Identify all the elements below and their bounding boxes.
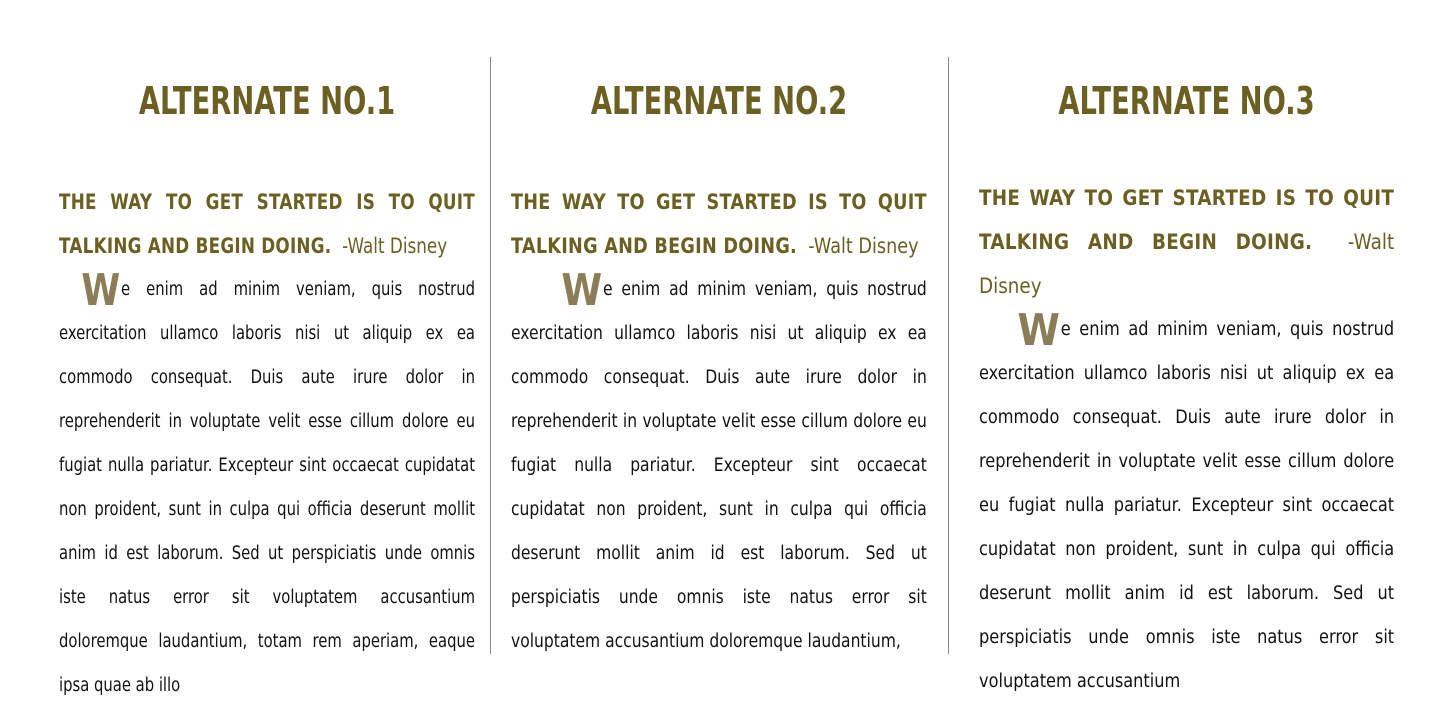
column-alternate-2 [511, 0, 927, 654]
column-divider-1 [490, 57, 491, 654]
column-title: ALTERNATE NO.1 [138, 79, 396, 123]
body-paragraph [511, 265, 927, 664]
column-title: ALTERNATE NO.3 [1058, 79, 1315, 123]
drop-cap: W [561, 265, 603, 316]
body-paragraph [59, 265, 475, 708]
quote-author: -Walt Disney [342, 234, 448, 258]
column-body [979, 176, 1394, 704]
drop-cap: W [81, 265, 121, 316]
column-alternate-3 [979, 0, 1395, 692]
quote-text: THE WAY TO GET STARTED IS TO QUIT TALKING AND BEGIN DOING. [511, 190, 927, 258]
quote-author: -Walt Disney [979, 230, 1395, 298]
quote [979, 176, 1394, 308]
column-body [511, 180, 927, 664]
body-paragraph [979, 305, 1395, 704]
column-divider-2 [948, 57, 949, 654]
body-text: e enim ad minim veniam, quis nostrud exercitation ullamco laboris nisi ut aliquip ex ea commodo consequat. Duis aute irure dolor in reprehenderit in voluptate velit esse cillum dolore eu fugiat nulla pariatur. Excepteur sint occaecat cupidatat non proident, sunt in culpa qui officia deserunt mollit anim id est laborum. Sed ut perspiciatis unde omnis iste natus error sit voluptatem accusantium doloremque laudantium, totam rem aperiam, eaque ipsa quae ab illo [59, 279, 475, 696]
quote [59, 180, 475, 268]
drop-cap: W [1017, 305, 1060, 356]
body-text: e enim ad minim veniam, quis nostrud exercitation ullamco laboris nisi ut aliquip ex ea commodo consequat. Duis aute irure dolor in reprehenderit in voluptate velit esse cillum dolore eu fugiat nulla pariatur. Excepteur sint occaecat cupidatat non proident, sunt in culpa qui officia deserunt mollit anim id est laborum. Sed ut perspiciatis unde omnis iste natus error sit voluptatem accusantium doloremque laudantium, [511, 279, 927, 652]
body-text: e enim ad minim veniam, quis nostrud exercitation ullamco laboris nisi ut aliquip ex ea commodo consequat. Duis aute irure dolor in reprehenderit in voluptate velit esse cillum dolore eu fugiat nulla pariatur. Excepteur sint occaecat cupidatat non proident, sunt in culpa qui officia deserunt mollit anim id est laborum. Sed ut perspiciatis unde omnis iste natus error sit voluptatem accusantium [979, 319, 1395, 692]
quote [511, 180, 927, 268]
quote-text: THE WAY TO GET STARTED IS TO QUIT TALKING AND BEGIN DOING. [979, 186, 1395, 254]
quote-author: -Walt Disney [808, 234, 919, 258]
column-body [59, 180, 475, 708]
column-alternate-1 [59, 0, 475, 696]
column-title: ALTERNATE NO.2 [590, 79, 848, 123]
quote-text: THE WAY TO GET STARTED IS TO QUIT TALKING AND BEGIN DOING. [59, 190, 475, 258]
